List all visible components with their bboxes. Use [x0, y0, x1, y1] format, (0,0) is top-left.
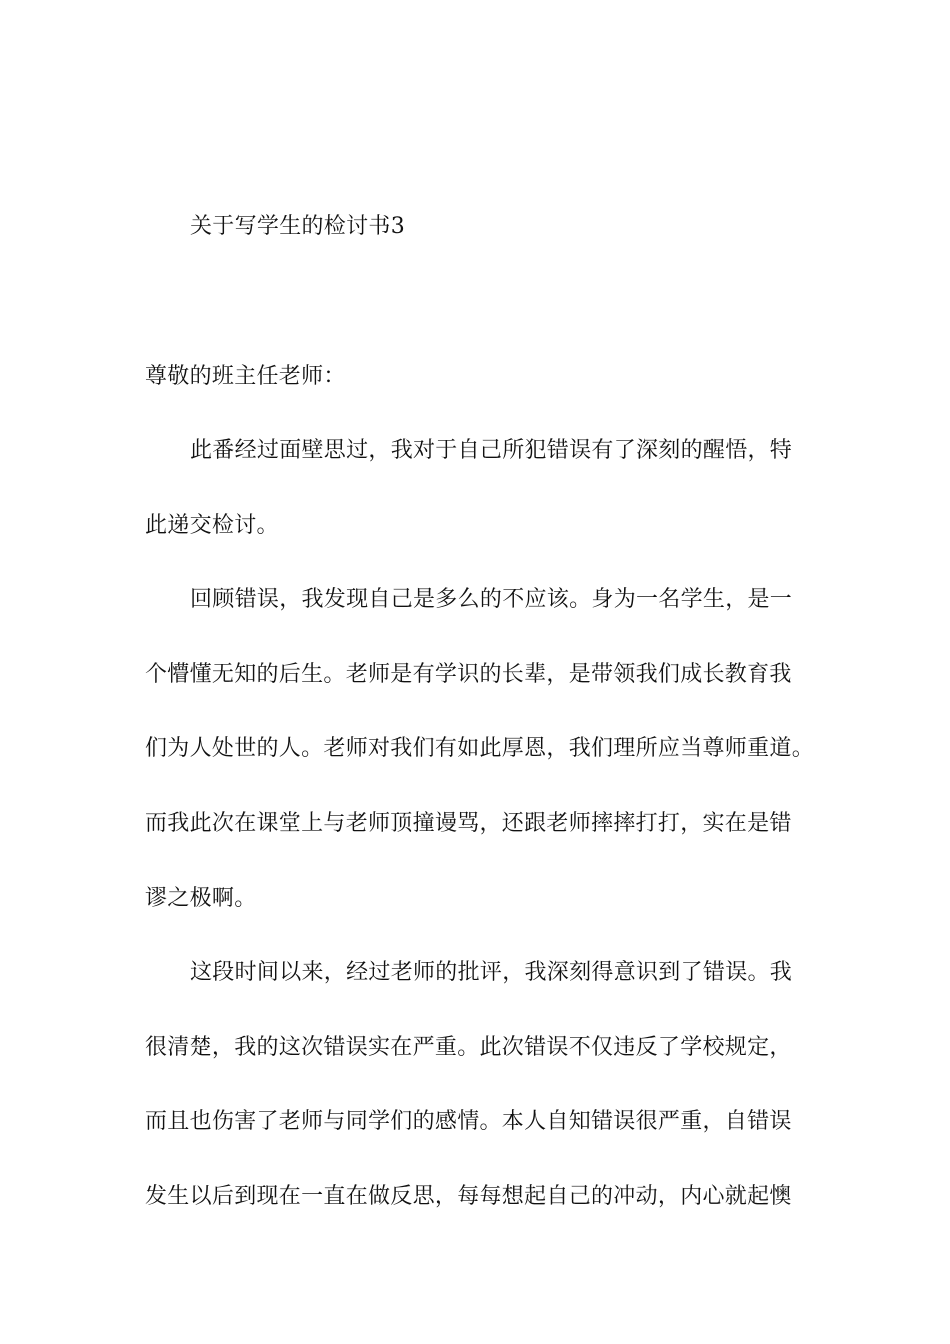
paragraph-line: 此递交检讨。	[145, 513, 279, 538]
paragraph-line: 们为人处世的人。老师对我们有如此厚恩，我们理所应当尊师重道。	[145, 736, 815, 761]
document-title: 关于写学生的检讨书3	[190, 214, 405, 239]
paragraph-line: 个懵懂无知的后生。老师是有学识的长辈，是带领我们成长教育我	[145, 662, 792, 687]
paragraph-line: 很清楚，我的这次错误实在严重。此次错误不仅违反了学校规定，	[145, 1035, 792, 1060]
salutation: 尊敬的班主任老师：	[145, 364, 346, 389]
paragraph-line: 谬之极啊。	[145, 886, 257, 911]
paragraph-line: 发生以后到现在一直在做反思，每每想起自己的冲动，内心就起懊	[145, 1184, 792, 1209]
paragraph-line: 这段时间以来，经过老师的批评，我深刻得意识到了错误。我	[190, 960, 793, 985]
paragraph-line: 而我此次在课堂上与老师顶撞谩骂，还跟老师摔摔打打，实在是错	[145, 811, 792, 836]
paragraph-line: 此番经过面壁思过，我对于自己所犯错误有了深刻的醒悟，特	[190, 438, 793, 463]
paragraph-line: 回顾错误，我发现自己是多么的不应该。身为一名学生，是一	[190, 587, 793, 612]
paragraph-line: 而且也伤害了老师与同学们的感情。本人自知错误很严重，自错误	[145, 1109, 792, 1134]
